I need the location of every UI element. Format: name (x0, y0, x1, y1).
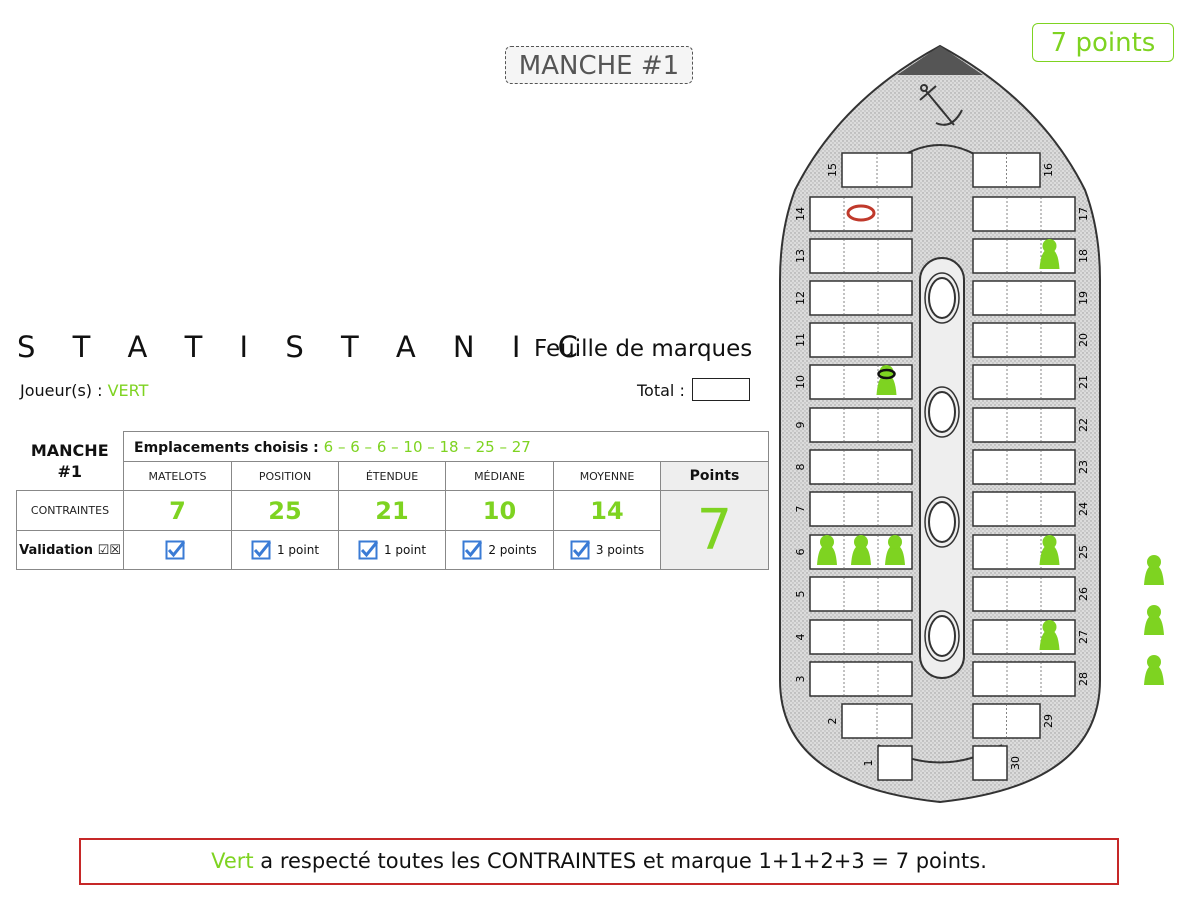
seat-28[interactable] (973, 662, 1075, 696)
score-table (16, 431, 769, 570)
players-value: VERT (107, 381, 149, 400)
seat-number-19: 19 (1077, 291, 1090, 305)
porthole-icon (929, 278, 955, 318)
result-text: a respecté toutes les CONTRAINTES et marque 1+1+2+3 = 7 points. (253, 849, 987, 873)
seat-number-28: 28 (1077, 672, 1090, 686)
seat-number-8: 8 (794, 463, 807, 471)
total-field[interactable] (692, 378, 750, 401)
pawn-icon[interactable] (1144, 605, 1164, 635)
seat-19[interactable] (973, 281, 1075, 315)
checkbox-checked-icon[interactable] (251, 540, 271, 560)
seat-12[interactable] (810, 281, 912, 315)
pawn-icon[interactable] (1144, 655, 1164, 685)
seat-22[interactable] (973, 408, 1075, 442)
seat-3[interactable] (810, 662, 912, 696)
seat-number-24: 24 (1077, 502, 1090, 516)
seat-number-17: 17 (1077, 207, 1090, 221)
validation-points-label: 1 point (276, 543, 320, 558)
pawn-icon[interactable] (1144, 555, 1164, 585)
porthole-icon (929, 392, 955, 432)
game-title: S T A T I S T A N I C (17, 330, 592, 364)
seat-number-21: 21 (1077, 375, 1090, 389)
seat-number-10: 10 (794, 375, 807, 389)
seat-number-14: 14 (794, 207, 807, 221)
col-points: Points (661, 462, 769, 491)
seat-number-26: 26 (1077, 587, 1090, 601)
checkbox-checked-icon[interactable] (570, 540, 590, 560)
boat-board (770, 40, 1199, 810)
players-line (20, 381, 148, 400)
round-cell (17, 432, 124, 491)
col-mediane: MÉDIANE (446, 462, 554, 491)
seat-21[interactable] (973, 365, 1075, 399)
seat-number-7: 7 (794, 505, 807, 513)
result-message (79, 838, 1119, 885)
seat-number-16: 16 (1042, 163, 1055, 177)
validation-mediane (446, 531, 554, 570)
seat-30[interactable] (973, 746, 1007, 780)
seat-27[interactable] (973, 620, 1075, 654)
seat-number-11: 11 (794, 333, 807, 347)
points-total: 7 (661, 491, 769, 570)
validation-position (232, 531, 339, 570)
chosen-slots (124, 432, 769, 462)
checkbox-checked-icon[interactable] (358, 540, 378, 560)
seat-number-23: 23 (1077, 460, 1090, 474)
validation-moyenne (554, 531, 661, 570)
boat-bow (897, 46, 983, 75)
seat-1[interactable] (878, 746, 912, 780)
validation-points-label: 1 point (383, 543, 427, 558)
seat-24[interactable] (973, 492, 1075, 526)
sheet-title: Feuille de marques (534, 336, 753, 362)
seat-11[interactable] (810, 323, 912, 357)
seat-18[interactable] (973, 239, 1075, 273)
seat-17[interactable] (973, 197, 1075, 231)
seat-number-6: 6 (794, 548, 807, 556)
col-position: POSITION (232, 462, 339, 491)
seat-4[interactable] (810, 620, 912, 654)
constraint-moyenne: 14 (554, 491, 661, 531)
constraint-matelots: 7 (124, 491, 232, 531)
seat-23[interactable] (973, 450, 1075, 484)
porthole-icon (929, 616, 955, 656)
constraint-etendue: 21 (339, 491, 446, 531)
seat-number-30: 30 (1009, 756, 1022, 770)
validation-label: Validation ☑☒ (17, 531, 124, 570)
total-label: Total : (637, 381, 685, 400)
validation-etendue (339, 531, 446, 570)
seat-number-4: 4 (794, 633, 807, 641)
chosen-slots-label: Emplacements choisis : (134, 439, 324, 456)
seat-number-25: 25 (1077, 545, 1090, 559)
seat-26[interactable] (973, 577, 1075, 611)
seat-number-12: 12 (794, 291, 807, 305)
seat-number-20: 20 (1077, 333, 1090, 347)
seat-number-15: 15 (826, 163, 839, 177)
seat-number-3: 3 (794, 675, 807, 683)
seat-number-27: 27 (1077, 630, 1090, 644)
col-matelots: MATELOTS (124, 462, 232, 491)
seat-14[interactable] (810, 197, 912, 231)
seat-number-1: 1 (862, 759, 875, 767)
validation-points-label: 3 points (595, 543, 645, 558)
score-badge: 7 points (1032, 23, 1174, 62)
result-player: Vert (211, 849, 254, 873)
round-cell-label: MANCHE (30, 440, 109, 460)
seat-number-2: 2 (826, 717, 839, 725)
seat-number-9: 9 (794, 421, 807, 429)
validation-matelots (124, 531, 232, 570)
seat-5[interactable] (810, 577, 912, 611)
chosen-slots-values: 6 – 6 – 6 – 10 – 18 – 25 – 27 (323, 437, 531, 456)
constraint-position: 25 (232, 491, 339, 531)
constraint-mediane: 10 (446, 491, 554, 531)
validation-points-label: 2 points (488, 543, 537, 558)
seat-number-5: 5 (794, 590, 807, 598)
checkbox-checked-icon[interactable] (462, 540, 482, 560)
seat-13[interactable] (810, 239, 912, 273)
col-etendue: ÉTENDUE (339, 462, 446, 491)
seat-number-18: 18 (1077, 249, 1090, 263)
seat-7[interactable] (810, 492, 912, 526)
round-badge: MANCHE #1 (505, 46, 693, 84)
seat-9[interactable] (810, 408, 912, 442)
seat-number-13: 13 (794, 249, 807, 263)
porthole-icon (929, 502, 955, 542)
col-moyenne: MOYENNE (554, 462, 661, 491)
seat-number-29: 29 (1042, 714, 1055, 728)
seat-20[interactable] (973, 323, 1075, 357)
players-label: Joueur(s) : (20, 381, 108, 400)
seat-10[interactable] (810, 365, 912, 399)
constraints-label: CONTRAINTES (17, 491, 124, 531)
reserve-pawns (1136, 540, 1172, 690)
seat-25[interactable] (973, 535, 1075, 569)
seat-number-22: 22 (1077, 418, 1090, 432)
seat-8[interactable] (810, 450, 912, 484)
checkbox-checked-icon[interactable] (165, 540, 185, 560)
round-cell-number: #1 (57, 461, 83, 481)
